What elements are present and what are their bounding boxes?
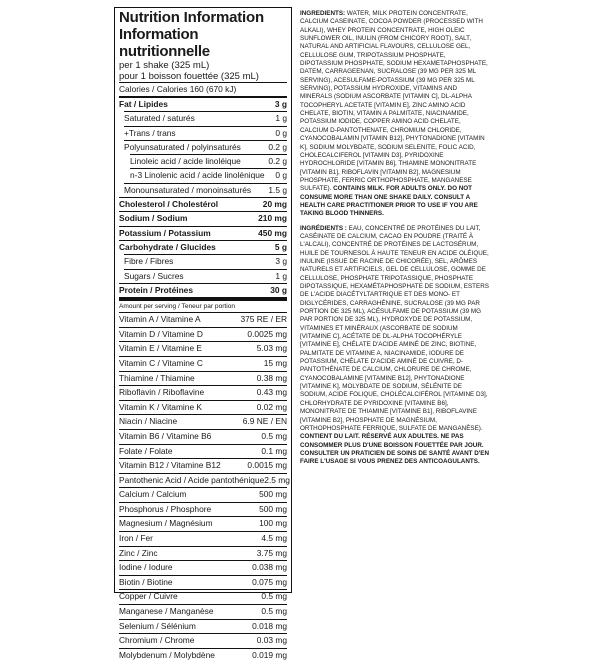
vitamin-value: 0.43 mg (256, 387, 287, 398)
nutrient-value: 0 g (275, 127, 287, 138)
nutrient-value: 450 mg (258, 227, 287, 238)
vitamin-value: 0.075 mg (252, 576, 287, 587)
ingredients-fr-text: EAU, CONCENTRÉ DE PROTÉINES DU LAIT, CASÉINATE DE CALCIUM, CACAO EN POUDRE (TRAITÉ À L'ALCALI), CONCENTRÉ DE PROTÉINES DE LACTOSÉRUM, HUILE DE TOURNESOL À HAUTE TENEUR EN ACIDE OLÉIQUE, INULINE (ISSUE DE RACINE DE CHICORÉE), SEL, ARÔMES NATURELS ET ARTIFICIELS, GEL DE CELLULOSE, GOMME DE CELLULOSE, PHOSPHATE TRIPOTASSIQUE, PHOSPHATE DIPOTASSIQUE, HEXAMÉTAPHOSPHATE DE SODIUM, ESTERS DE L'ACIDE DIACÉTYLTARTRIQUE ET DES MONO- ET DIGLYCÉRIDES, CARRAGHÉNINE, SUCRALOSE (39 MG PAR PORTION DE 325 ML), ACÉSULFAME DE POTASSIUM (39 MG PAR PORTION DE 325 ML), HYDROXYDE DE POTASSIUM, VITAMINES ET MINÉRAUX (ASCORBATE DE SODIUM [VITAMINE C], ACÉTATE DE DL-ALPHA TOCOPHÉRYLE [VITAMINE E], CHÉLATE D'ACIDE AMINÉ DE ZINC, BIOTINE, PALMITATE DE VITAMINE A, NIACINAMIDE, IODURE DE POTASSIUM, CHÉLATE D'ACIDE AMINÉ DE CUIVRE, D-PANTOTHÉNATE DE CALCIUM, CHLORURE DE CHROME, CYANOCOBALAMINE [VITAMINE B12], PHYTONADIONE [VITAMINE K], MOLYBDATE DE SODIUM, SÉLÉNITE DE SODIUM, ACIDE FOLIQUE, CHOLÉCALCIFÉROL [VITAMINE D3], CHLORHYDRATE DE PYRIDOXINE [VITAMINE B6], MONONITRATE DE THIAMINE [VITAMINE B1], RIBOFLAVINE [VITAMINE B2], PHOSPHATE DE MAGNÉSIUM, ORTHOPHOSPHATE FERRIQUE, SULFATE DE MANGANÈSE). (300, 224, 489, 432)
vitamin-row (119, 372, 287, 386)
vitamin-label: Iron / Fer (119, 533, 153, 544)
nutrient-label: Saturated / saturés (124, 113, 195, 124)
vitamin-row (119, 328, 287, 342)
nutrient-row (119, 270, 287, 283)
vitamin-row (119, 517, 287, 531)
nutrient-label: n-3 Linolenic acid / acide linolénique (130, 170, 265, 181)
nutrition-facts-panel (114, 7, 292, 660)
vitamin-label: Biotin / Biotine (119, 576, 173, 587)
nutrient-value: 30 g (270, 284, 287, 295)
nutrient-value: 0 g (275, 170, 287, 181)
vitamin-row (119, 561, 287, 575)
vitamin-label: Folate / Folate (119, 445, 173, 456)
vitamin-label: Selenium / Sélénium (119, 620, 196, 631)
vitamin-row (119, 634, 287, 648)
vitamin-value: 0.038 mg (252, 562, 287, 573)
vitamin-row (119, 503, 287, 517)
vitamin-row (119, 532, 287, 546)
vitamin-row (119, 357, 287, 371)
ingredients-fr (300, 225, 490, 467)
vitamin-value: 0.0025 mg (247, 328, 287, 339)
vitamin-label: Thiamine / Thiamine (119, 372, 195, 383)
nutrient-value: 20 mg (262, 199, 287, 210)
ingredients-en-warning: CONTAINS MILK. FOR ADULTS ONLY. DO NOT CONSUME MORE THAN ONE SHAKE DAILY. CONSULT A HEALTH CARE PRACTITIONER PRIOR TO USE IF YOU ARE TAKING BLOOD THINNERS. (300, 185, 478, 218)
ingredients-en-label: INGREDIENTS: (300, 10, 346, 17)
vitamin-row (119, 620, 287, 634)
nutrient-row (119, 155, 287, 168)
amount-per-serving-header: Amount per serving / Teneur par portion (119, 303, 236, 311)
nutrient-label: +Trans / trans (124, 127, 176, 138)
nutrient-row (119, 227, 287, 240)
nutrient-value: 1.5 g (268, 184, 287, 195)
vitamin-label: Chromium / Chrome (119, 635, 195, 646)
vitamin-label: Calcium / Calcium (119, 489, 187, 500)
vitamin-label: Vitamin E / Vitamine E (119, 343, 203, 354)
vitamin-label: Vitamin D / Vitamine D (119, 328, 203, 339)
vitamin-value: 500 mg (259, 489, 287, 500)
nutrient-value: 0.2 g (268, 141, 287, 152)
vitamin-row (119, 415, 287, 429)
vitamin-row (119, 474, 290, 488)
nutrient-label: Monounsaturated / monoinsaturés (124, 184, 252, 195)
ingredients-block (300, 10, 490, 473)
nutrient-label: Polyunsaturated / polyinsaturés (124, 141, 241, 152)
nutrient-value: 1 g (275, 270, 287, 281)
vitamin-row (119, 313, 287, 327)
vitamin-label: Phosphorus / Phosphore (119, 503, 212, 514)
vitamin-value: 0.5 mg (261, 591, 287, 602)
calories-row: Calories / Calories 160 (670 kJ) (119, 84, 237, 94)
serving-size-fr: pour 1 boisson fouettée (325 mL) (119, 71, 259, 82)
vitamin-value: 0.5 mg (261, 430, 287, 441)
vitamin-value: 0.02 mg (256, 401, 287, 412)
vitamin-row (119, 401, 287, 415)
vitamin-label: Vitamin B6 / Vitamine B6 (119, 430, 212, 441)
vitamin-value: 3.75 mg (256, 547, 287, 558)
vitamin-label: Iodine / Iodure (119, 562, 173, 573)
vitamin-value: 0.03 mg (256, 635, 287, 646)
vitamin-row (119, 430, 287, 444)
vitamin-label: Copper / Cuivre (119, 591, 178, 602)
vitamin-value: 15 mg (263, 357, 287, 368)
panel-title-fr: Information nutritionnelle (119, 26, 210, 60)
vitamin-label: Pantothenic Acid / Acide pantothénique (119, 474, 265, 485)
vitamin-value: 0.0015 mg (247, 460, 287, 471)
vitamin-value: 0.38 mg (256, 372, 287, 383)
vitamin-row (119, 576, 287, 590)
vitamin-value: 2.5 mg (264, 474, 290, 485)
nutrient-value: 3 g (275, 256, 287, 267)
panel-title-en: Nutrition Information (119, 9, 264, 26)
vitamin-row (119, 488, 287, 502)
vitamin-row (119, 547, 287, 561)
nutrient-row (119, 98, 287, 111)
vitamin-value: 100 mg (259, 518, 287, 529)
nutrient-row (119, 141, 287, 154)
vitamin-label: Manganese / Manganèse (119, 606, 214, 617)
nutrient-value: 0.2 g (268, 156, 287, 167)
ingredients-fr-label: INGRÉDIENTS : (300, 224, 347, 232)
vitamin-value: 0.5 mg (261, 606, 287, 617)
nutrient-row (119, 241, 287, 254)
vitamin-value: 4.5 mg (261, 533, 287, 544)
nutrient-label: Sodium / Sodium (119, 213, 188, 224)
vitamin-label: Zinc / Zinc (119, 547, 158, 558)
nutrient-value: 210 mg (258, 213, 287, 224)
nutrient-row (119, 112, 287, 125)
serving-size-en: per 1 shake (325 mL) (119, 60, 210, 71)
vitamin-mineral-list (119, 313, 290, 662)
vitamin-value: 0.019 mg (252, 649, 287, 660)
vitamin-value: 500 mg (259, 503, 287, 514)
nutrient-label: Potassium / Potassium (119, 227, 211, 238)
vitamin-label: Vitamin K / Vitamine K (119, 401, 203, 412)
vitamin-row (119, 445, 287, 459)
nutrient-label: Fibre / Fibres (124, 256, 174, 267)
vitamin-value: 6.9 NE / EN (242, 416, 287, 427)
vitamin-value: 375 RE / ER (240, 314, 287, 325)
nutrient-label: Protein / Protéines (119, 284, 193, 295)
nutrient-label: Fat / Lipides (119, 99, 168, 109)
vitamin-value: 5.03 mg (256, 343, 287, 354)
ingredients-en (300, 10, 490, 219)
vitamin-row (119, 649, 287, 662)
vitamin-row (119, 605, 287, 619)
nutrient-row (119, 169, 287, 182)
vitamin-label: Vitamin A / Vitamine A (119, 314, 201, 325)
vitamin-label: Vitamin C / Vitamine C (119, 357, 203, 368)
nutrient-value: 1 g (275, 113, 287, 124)
vitamin-row (119, 459, 287, 473)
vitamin-label: Riboflavin / Riboflavine (119, 387, 205, 398)
nutrient-label: Linoleic acid / acide linoléique (130, 156, 241, 167)
vitamin-row (119, 386, 287, 400)
nutrient-label: Carbohydrate / Glucides (119, 241, 216, 252)
nutrient-row (119, 284, 287, 297)
nutrient-label: Sugars / Sucres (124, 270, 184, 281)
ingredients-en-text: WATER, MILK PROTEIN CONCENTRATE, CALCIUM CASEINATE, COCOA POWDER (PROCESSED WITH ALKALI), WHEY PROTEIN CONCENTRATE, HIGH OLEIC SUNFLOWER OIL, INULIN (FROM CHICORY ROOT), SALT, NATURAL AND ARTIFICIAL FLAVOURS, CELLULOSE GEL, CELLULOSE GUM, TRIPOTASSIUM PHOSPHATE, DIPOTASSIUM PHOSPHATE, SODIUM HEXAMETAPHOSPHATE, DATEM, CARRAGEENAN, SUCRALOSE (39 MG PER 325 ML SERVING), ACESULFAME-POTASSIUM (39 MG PER 325 ML SERVING), POTASSIUM HYDROXIDE, VITAMINS AND MINERALS (SODIUM ASCORBATE [VITAMIN C], DL-ALPHA TOCOPHERYL ACETATE [VITAMIN E], ZINC AMINO ACID CHELATE, BIOTIN, VITAMIN A PALMITATE, NIACINAMIDE, POTASSIUM IODIDE, COPPER AMINO ACID CHELATE, CALCIUM D-PANTOTHENATE, CHROMIUM CHLORIDE, CYANOCOBALAMIN [VITAMIN B12], PHYTONADIONE [VITAMIN K], SODIUM MOLYBDATE, SODIUM SELENITE, FOLIC ACID, CHOLECALCIFEROL [VITAMIN D3], PYRIDOXINE HYDROCHLORIDE [VITAMIN B6], THIAMINE MONONITRATE [VITAMIN B1], RIBOFLAVIN [VITAMIN B2], MAGNESIUM PHOSPHATE, FERRIC ORTHOPHOSPHATE, MANGANESE SULFATE). (300, 10, 488, 193)
nutrient-row (119, 198, 287, 211)
nutrient-row (119, 127, 287, 140)
nutrient-row (119, 255, 287, 268)
nutrient-row (119, 184, 287, 197)
vitamin-row (119, 590, 287, 604)
nutrient-row (119, 212, 287, 225)
vitamin-label: Vitamin B12 / Vitamine B12 (119, 460, 221, 471)
vitamin-value: 0.1 mg (261, 445, 287, 456)
macronutrient-list (119, 98, 287, 297)
nutrient-value: 5 g (274, 241, 287, 252)
nutrient-label: Cholesterol / Cholestérol (119, 199, 219, 210)
vitamin-row (119, 342, 287, 356)
ingredients-fr-warning: CONTIENT DU LAIT. RÉSERVÉ AUX ADULTES. NE PAS CONSOMMER PLUS D'UNE BOISSON FOUETTÉE PAR JOUR. CONSULTER UN PRATICIEN DE SOINS DE SANTÉ AVANT D'EN FAIRE L'USAGE SI VOUS PRENEZ DES ANTICOAGULANTS. (300, 433, 490, 466)
vitamin-value: 0.018 mg (252, 620, 287, 631)
vitamin-label: Molybdenum / Molybdène (119, 649, 215, 660)
vitamin-label: Niacin / Niacine (119, 416, 178, 427)
nutrient-value: 3 g (274, 99, 287, 109)
vitamin-label: Magnesium / Magnésium (119, 518, 213, 529)
